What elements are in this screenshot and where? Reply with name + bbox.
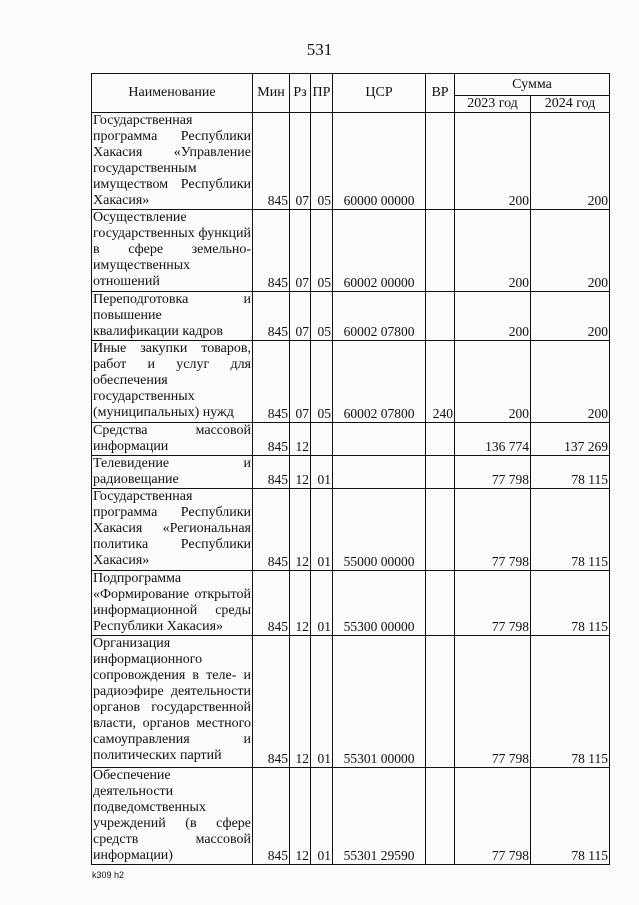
row-min: 845	[253, 456, 290, 489]
row-vr	[426, 210, 455, 292]
row-name: Иные закупки товаров, работ и услуг для обеспечения государственных (муниципальных) нужд	[92, 341, 253, 423]
table-row	[92, 292, 610, 341]
table-row	[92, 456, 610, 489]
row-vr	[426, 113, 455, 210]
row-sum-2024: 78 115	[531, 571, 610, 636]
table-row	[92, 113, 610, 210]
header-csr: ЦСР	[333, 74, 426, 113]
header-year-2023: 2023 год	[455, 96, 531, 113]
row-rz: 12	[290, 489, 311, 571]
row-pr: 01	[311, 571, 333, 636]
row-csr	[333, 423, 426, 456]
row-vr	[426, 292, 455, 341]
row-rz: 07	[290, 113, 311, 210]
row-rz: 07	[290, 341, 311, 423]
row-min: 845	[253, 489, 290, 571]
row-pr	[311, 423, 333, 456]
row-min: 845	[253, 210, 290, 292]
page-number: 531	[306, 40, 333, 59]
row-vr	[426, 768, 455, 865]
row-csr: 60002 07800	[333, 292, 426, 341]
row-sum-2024: 200	[531, 113, 610, 210]
footer-code: k309 h2	[92, 870, 125, 880]
row-csr: 55301 00000	[333, 636, 426, 768]
row-min: 845	[253, 571, 290, 636]
table-row	[92, 571, 610, 636]
row-rz: 07	[290, 210, 311, 292]
row-pr: 01	[311, 768, 333, 865]
row-csr	[333, 456, 426, 489]
row-sum-2024: 78 115	[531, 456, 610, 489]
row-rz: 12	[290, 456, 311, 489]
row-name: Обеспечение деятельности подведомственных учреждений (в сфере средств массовой информации)	[93, 768, 251, 863]
row-pr: 05	[311, 292, 333, 341]
row-vr	[426, 636, 455, 768]
row-pr: 05	[311, 210, 333, 292]
row-pr: 01	[311, 636, 333, 768]
row-sum-2024: 200	[531, 292, 610, 341]
row-name: Подпрограмма «Формирование открытой информационной среды Республики Хакасия»	[93, 571, 251, 634]
row-csr: 55301 29590	[333, 768, 426, 865]
row-sum-2024: 78 115	[531, 768, 610, 865]
row-pr: 05	[311, 341, 333, 423]
row-name: Телевидение и радиовещание	[93, 456, 251, 487]
row-min: 845	[253, 423, 290, 456]
row-name: Государственная программа Республики Хакасия «Региональная политика Республики Хакасия»	[92, 489, 253, 571]
row-rz: 12	[290, 768, 311, 865]
table-row	[92, 489, 610, 571]
row-rz: 12	[290, 636, 311, 768]
row-csr: 55000 00000	[333, 489, 426, 571]
header-sum: Сумма	[455, 74, 610, 96]
table-row	[92, 210, 610, 292]
row-pr: 01	[311, 489, 333, 571]
row-csr: 55300 00000	[333, 571, 426, 636]
row-min: 845	[253, 341, 290, 423]
row-sum-2023: 77 798	[455, 571, 531, 636]
row-name: Государственная программа Республики Хакасия «Управление государственным имуществом Республики Хакасия»	[93, 113, 251, 208]
row-csr: 60000 00000	[333, 113, 426, 210]
row-pr: 01	[311, 456, 333, 489]
row-csr: 60002 00000	[333, 210, 426, 292]
row-sum-2024: 137 269	[531, 423, 610, 456]
row-vr: 240	[426, 341, 455, 423]
row-sum-2023: 77 798	[455, 768, 531, 865]
row-rz: 07	[290, 292, 311, 341]
row-vr	[426, 571, 455, 636]
table-row	[92, 636, 610, 768]
row-name: Переподготовка и повышение квалификации кадров	[93, 292, 251, 339]
row-sum-2023: 77 798	[455, 636, 531, 768]
row-min: 845	[253, 292, 290, 341]
row-vr	[426, 423, 455, 456]
table-row	[92, 423, 610, 456]
row-sum-2023: 200	[455, 341, 531, 423]
header-year-2024: 2024 год	[531, 96, 610, 113]
table-row	[92, 768, 610, 865]
header-rz: Рз	[290, 74, 311, 113]
row-csr: 60002 07800	[333, 341, 426, 423]
row-rz: 12	[290, 571, 311, 636]
row-vr	[426, 456, 455, 489]
row-sum-2024: 78 115	[531, 489, 610, 571]
header-pr: ПР	[311, 74, 333, 113]
row-min: 845	[253, 768, 290, 865]
header-min: Мин	[253, 74, 290, 113]
row-sum-2024: 200	[531, 210, 610, 292]
table-body	[92, 113, 610, 865]
row-name: Средства массовой информации	[93, 423, 251, 454]
row-rz: 12	[290, 423, 311, 456]
row-sum-2024: 78 115	[531, 636, 610, 768]
header-name: Наименование	[92, 74, 253, 113]
row-name: Осуществление государственных функций в сфере земельно-имущественных отношений	[92, 210, 253, 292]
row-min: 845	[253, 636, 290, 768]
row-min: 845	[253, 113, 290, 210]
header-vr: ВР	[426, 74, 455, 113]
row-sum-2023: 77 798	[455, 489, 531, 571]
row-sum-2023: 136 774	[455, 423, 531, 456]
row-pr: 05	[311, 113, 333, 210]
table-row	[92, 341, 610, 423]
row-name: Организация информационного сопровождения в теле- и радиоэфире деятельности органов государственной власти, органов местного самоуправления и политических партий	[92, 636, 253, 768]
row-vr	[426, 489, 455, 571]
row-sum-2024: 200	[531, 341, 610, 423]
row-sum-2023: 77 798	[455, 456, 531, 489]
row-sum-2023: 200	[455, 210, 531, 292]
budget-table	[91, 73, 610, 865]
row-sum-2023: 200	[455, 292, 531, 341]
row-sum-2023: 200	[455, 113, 531, 210]
